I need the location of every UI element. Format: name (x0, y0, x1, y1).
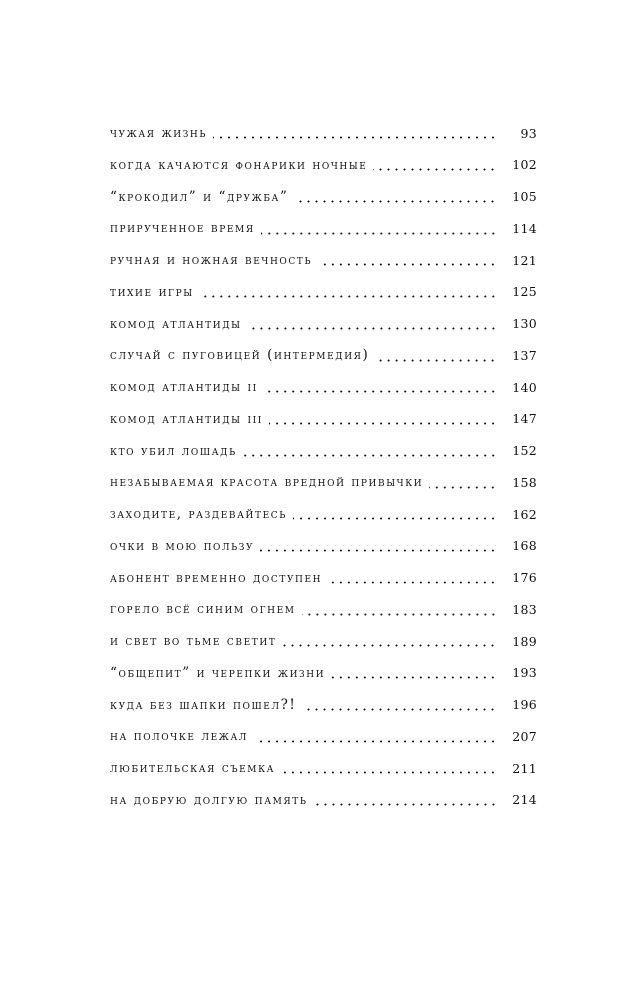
dot-leader (260, 549, 497, 552)
toc-entry (110, 658, 537, 690)
toc-entry-page: 93 (520, 125, 537, 141)
dot-leader (261, 232, 497, 235)
toc-entry (110, 721, 537, 753)
toc-entry-title: “крокодил” и “дружба” (110, 188, 289, 205)
dot-leader (375, 359, 497, 362)
toc-entry (110, 245, 537, 277)
toc-entry-title: незабываемая красота вредной привычки (110, 474, 424, 491)
toc-entry-page: 105 (512, 189, 537, 205)
toc-entry-page: 196 (512, 697, 537, 713)
toc-entry-title: и свет во тьме светит (110, 633, 277, 650)
toc-entry-page: 152 (512, 443, 537, 459)
toc-entry-page: 125 (512, 284, 537, 300)
toc-entry (110, 277, 537, 309)
toc-entry (110, 404, 537, 436)
toc-entry (110, 436, 537, 468)
dot-leader (328, 581, 497, 584)
toc-entry-title: абонент временно доступен (110, 569, 323, 586)
toc-entry-page: 158 (512, 474, 537, 490)
toc-entry-page: 176 (512, 570, 537, 586)
dot-leader (373, 168, 497, 171)
toc-entry-page: 183 (512, 601, 537, 617)
toc-entry-title: комод атлантиды iii (110, 410, 263, 427)
toc-entry-title: комод атлантиды ii (110, 379, 258, 396)
toc-entry-page: 147 (512, 411, 537, 427)
dot-leader (429, 486, 497, 489)
toc-entry (110, 594, 537, 626)
toc-entry-title: очки в мою пользу (110, 537, 255, 554)
toc-entry (110, 372, 537, 404)
dot-leader (302, 613, 497, 616)
dot-leader (302, 708, 497, 711)
dot-leader (282, 644, 497, 647)
toc-entry-page: 121 (512, 252, 537, 268)
toc-entry-page: 140 (512, 379, 537, 395)
toc-entry (110, 499, 537, 531)
dot-leader (293, 517, 497, 520)
toc-entry-page: 189 (512, 633, 537, 649)
toc-entry (110, 340, 537, 372)
toc-entry-page: 211 (512, 760, 537, 776)
toc-entry-page: 137 (512, 347, 537, 363)
dot-leader (331, 676, 497, 679)
toc-entry-title: тихие игры (110, 283, 194, 300)
dot-leader (269, 422, 497, 425)
toc-entry-title: ручная и ножная вечность (110, 252, 313, 269)
toc-entry (110, 563, 537, 595)
toc-entry-title: заходите, раздевайтесь (110, 506, 287, 523)
toc-entry-title: случай с пуговицей (интермедия) (110, 347, 370, 364)
toc-entry (110, 150, 537, 182)
toc-entry-page: 168 (512, 538, 537, 554)
toc-entry-title: “общепит” и черепки жизни (110, 664, 326, 681)
toc-entry-page: 114 (512, 220, 537, 236)
dot-leader (294, 200, 497, 203)
toc-entry (110, 182, 537, 214)
toc-entry (110, 626, 537, 658)
toc-entry (110, 531, 537, 563)
toc-entry-page: 214 (512, 792, 537, 808)
dot-leader (264, 390, 497, 393)
toc-entry-page: 162 (512, 506, 537, 522)
toc-entry-page: 102 (512, 157, 537, 173)
toc-entry-title: куда без шапки пошел?! (110, 696, 297, 713)
toc-entry-title: кто убил лошадь (110, 442, 237, 459)
toc-entry (110, 309, 537, 341)
toc-entry (110, 753, 537, 785)
toc-entry (110, 118, 537, 150)
dot-leader (314, 803, 497, 806)
dot-leader (281, 771, 497, 774)
toc-entry-title: когда качаются фонарики ночные (110, 156, 368, 173)
toc-entry-title: на полочке лежал (110, 728, 248, 745)
toc-entry-title: любительская съемка (110, 760, 276, 777)
toc-entry-title: комод атлантиды (110, 315, 242, 332)
dot-leader (318, 263, 497, 266)
toc-entry (110, 467, 537, 499)
toc-entry-title: прирученное время (110, 220, 255, 237)
dot-leader (243, 454, 497, 457)
toc-entry-title: чужая жизнь (110, 125, 208, 142)
dot-leader (200, 295, 497, 298)
toc-entry (110, 213, 537, 245)
toc-entry-title: на добрую долгую память (110, 791, 308, 808)
toc-entry (110, 690, 537, 722)
dot-leader (213, 136, 497, 139)
dot-leader (254, 740, 497, 743)
toc-entry-page: 207 (512, 728, 537, 744)
table-of-contents (110, 118, 537, 817)
toc-entry (110, 785, 537, 817)
dot-leader (248, 327, 497, 330)
toc-entry-page: 130 (512, 316, 537, 332)
toc-entry-page: 193 (512, 665, 537, 681)
toc-entry-title: горело всё синим огнем (110, 601, 296, 618)
